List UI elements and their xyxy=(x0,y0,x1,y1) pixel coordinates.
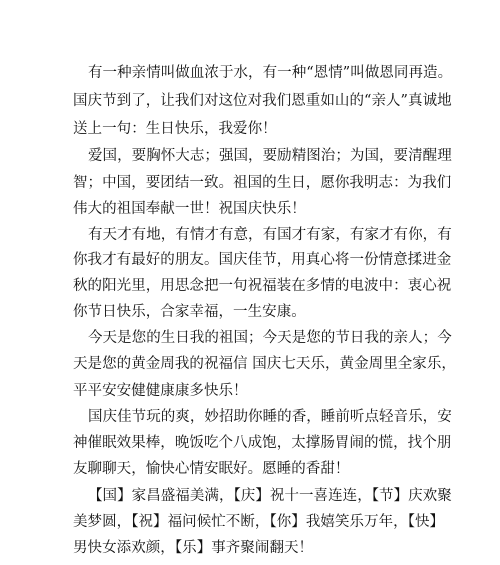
paragraph-5-line-2: 神催眠效果棒，晚饭吃个八成饱，太撑肠胃闹的慌，找个朋 xyxy=(73,435,452,451)
paragraph-2-line-1: 爱国，要胸怀大志；强国，要励精图治；为国，要清醒理 xyxy=(88,148,452,164)
paragraph-3-line-2: 你我才有最好的朋友。国庆佳节，用真心将一份情意揉进金 xyxy=(73,252,452,268)
paragraph-6-line-1: 【国】家昌盛福美满，【庆】祝十一喜连连，【节】庆欢聚 xyxy=(88,488,452,504)
paragraph-4-line-1: 今天是您的生日我的祖国；今天是您的节日我的亲人；今 xyxy=(88,330,452,346)
paragraph-3-line-3: 秋的阳光里，用思念把一句祝福装在多情的电波中：衷心祝 xyxy=(73,278,452,294)
paragraph-5-line-1: 国庆佳节玩的爽，妙招助你睡的香，睡前听点轻音乐，安 xyxy=(88,409,452,425)
paragraph-3-line-4: 你节日快乐，合家幸福，一生安康。 xyxy=(73,304,306,320)
paragraph-1-line-2: 国庆节到了，让我们对这位对我们恩重如山的“亲人”真诚地 xyxy=(73,93,452,109)
paragraph-4-line-3: 平平安安健健康康多快乐！ xyxy=(73,383,248,399)
paragraph-2-line-2: 智；中国，要团结一致。祖国的生日，愿你我明志：为我们 xyxy=(73,175,452,191)
paragraph-6-line-2: 美梦圆，【祝】福问候忙不断，【你】我嬉笑乐万年，【快】 xyxy=(73,514,445,530)
paragraph-6-line-3: 男快女添欢颜，【乐】事齐聚闹翻天！ xyxy=(73,540,314,556)
paragraph-1-line-1: 有一种亲情叫做血浓于水，有一种“恩情”叫做恩同再造。 xyxy=(88,65,453,81)
paragraph-1-line-3: 送上一句：生日快乐，我爱你！ xyxy=(73,121,277,137)
paragraph-4-line-2: 天是您的黄金周我的祝福信 国庆七天乐，黄金周里全家乐， xyxy=(73,356,456,372)
paragraph-2-line-3: 伟大的祖国奉献一世！祝国庆快乐！ xyxy=(73,201,306,217)
paragraph-5-line-3: 友聊聊天，愉快心情安眠好。愿睡的香甜！ xyxy=(73,461,350,477)
paragraph-3-line-1: 有天才有地，有情才有意，有国才有家，有家才有你，有 xyxy=(88,227,452,243)
